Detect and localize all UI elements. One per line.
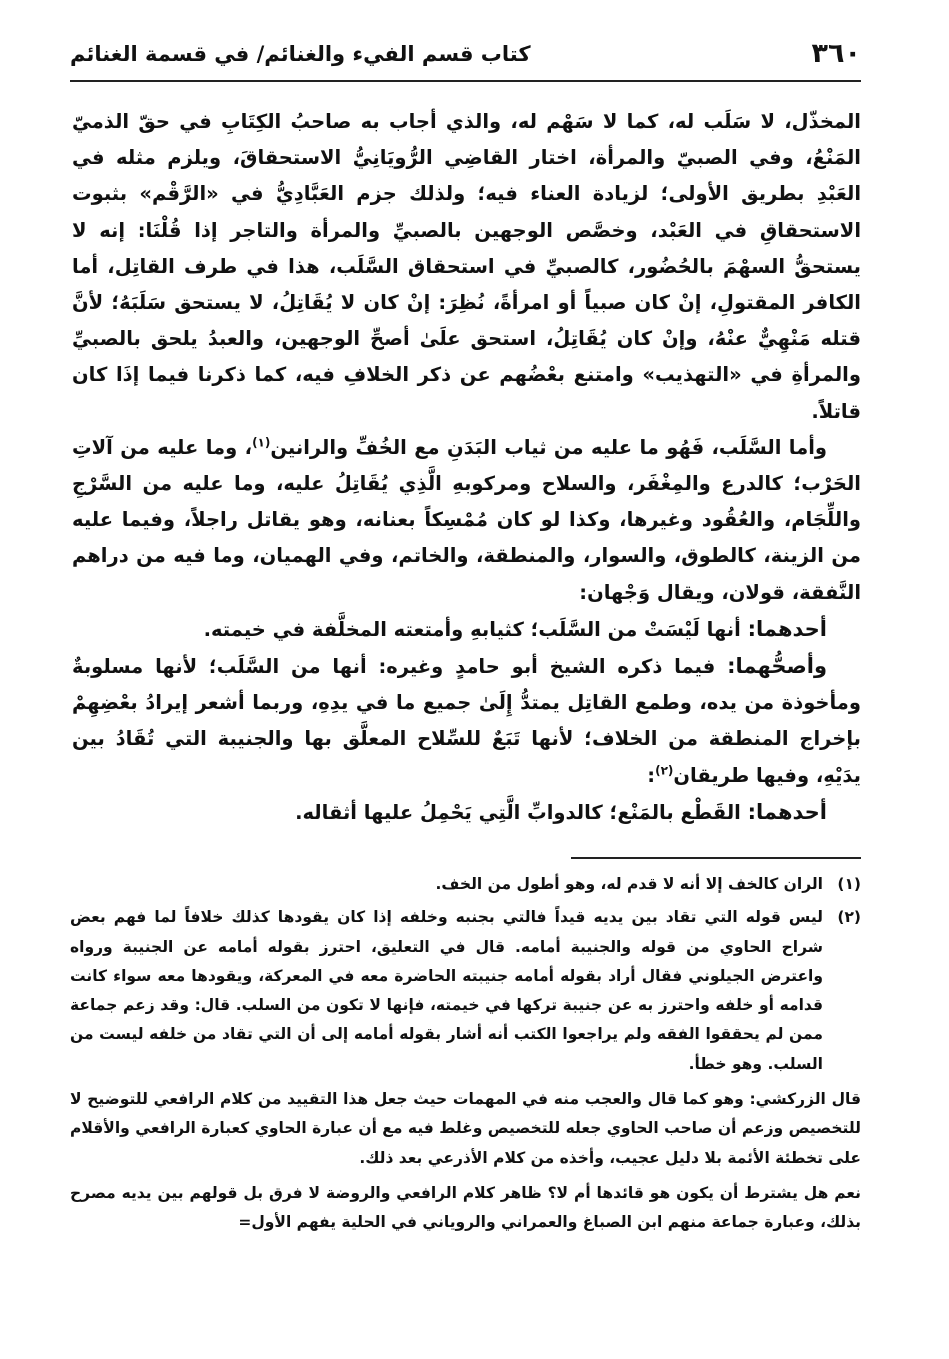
paragraph-4 [72, 648, 861, 794]
paragraph-4-lead: وأصحُّهما: [727, 654, 827, 679]
paragraph-5-text: القَطْع بالمَنْع؛ كالدوابِّ الَّتِي يَحْمِلُ عليها أثقاله. [295, 800, 748, 824]
paragraph-2-part-1: وأما السَّلَب، فَهُو ما عليه من ثياب البَدَنِ مع الخُفِّ والرانين [270, 435, 827, 459]
footnote-2-text: ليس قوله التي تقاد بين يديه قيداً فالتي بجنبه وخلفه إذا كان يقودها كذلك خلافاً لما فهم بعض شراح الحاوي من قوله والجنيبة أمامه. قال في التعليق، احترز بقوله أمامه عن الجنيبة ورواه واعترض الجيلوني فقال أراد بقوله أمامه جنيبته الحاضرة معه في المعركة، ويقودها معه سواء كانت قدامه أو خلفه واحترز به عن جنيبة تركها في خيمته، فإنها لا تكون من السلب. قال: وقد زعم جماعة ممن لم يحققوا الفقه ولم يراجعوا الكتب أنه أشار بقوله أمامه إلى أن التي تقاد من خلفه ليست من السلب. وهو خطأ. [70, 908, 823, 1073]
footnote-ref-1[interactable]: (١) [252, 435, 271, 450]
paragraph-5 [72, 794, 861, 831]
page-number: ٣٦٠ [811, 38, 861, 69]
paragraph-5-lead: أحدهما: [747, 799, 827, 824]
main-text [72, 104, 861, 831]
footnote-2-continuation-1: قال الزركشي: وهو كما قال والعجب منه في المهمات حيث جعل هذا التقييد من كلام الرافعي للتوضيح لا للتخصيص وزعم أن صاحب الحاوي جعله للتخصيص وغلط فيه مع أن عبارة الحاوي كعبارة الرافعي والأقلام على تخطئة الأئمة بلا دليل عجيب، وأخذه من كلام الأذرعي بعد ذلك. [70, 1090, 861, 1167]
paragraph-3 [72, 611, 861, 648]
paragraph-2-part-2: ، وما عليه من آلاتِ الحَرْب؛ كالدرع والمِغْفَر، والسلاح ومركوبهِ الَّذِي يُقَاتِلُ عليه، وما عليه من السَّرْجِ واللِّجَام، والعُقُود وغيرها، وكذا لو كان مُمْسِكاً بعنانه، وهو يقاتل راجلاً، وفيما عليه من الزينة، كالطوق، والسوار، والمنطقة، والخاتم، وفي الهميان، وما فيه من دراهم النَّفقة، قولان، ويقال وَجْهان: [72, 435, 861, 604]
footnote-1 [70, 870, 861, 899]
paragraph-3-lead: أحدهما: [747, 616, 827, 641]
footnote-divider [571, 857, 861, 859]
footnote-2-continuation-2: نعم هل يشترط أن يكون هو قائدها أم لا؟ ظاهر كلام الرافعي والروضة لا فرق بل قولهم بين يديه مصرح بذلك، وعبارة جماعة منهم ابن الصباغ والعمراني والروياني في الحلية يفهم الأول= [70, 1183, 861, 1232]
paragraph-4-text: فيما ذكره الشيخ أبو حامدٍ وغيره: أنها من السَّلَب؛ لأنها مسلوبةٌ ومأخوذة من يده، وطمع القاتِل يمتدُّ إِلَىٰ جميع ما في يدِهِ، وربما أشعر إيرادُ بعْضِهِمْ بإخراج المنطقة من الخلاف؛ لأنها تَبَعٌ للسِّلاح المعلَّق بها والجنيبة التي تُقَادُ بين يدَيْهِ، وفيها طريقان [72, 655, 861, 787]
paragraph-1: المخذّل، لا سَلَب له، كما لا سَهْم له، والذي أجاب به صاحبُ الكِتَابِ في حقّ الذميّ المَنْعُ، وفي الصبيّ والمرأة، اختار القاضِي الرُّويَانِيُّ الاستحقاقَ، ويلزم مثله في العَبْدِ بطريق الأولى؛ لزيادة العناء فيه؛ ولذلك جزم العَبَّادِيُّ في «الرَّقْم» بثبوت الاستحقاقِ في العَبْد، وخصَّص الوجهين بالصبيِّ والمرأة والتاجر إذا قُلْنَا: إنه لا يستحقُّ السهْمَ بالحُضُور، كالصبيِّ في استحقاق السَّلَب، هذا في طرف القاتِل، أما الكافر المقتولِ، إنْ كان صبياً أو امرأةً، نُظِرَ: إنْ كان لا يُقَاتِلُ، لا يستحق سَلَبَهُ؛ لأنَّ قتله مَنْهِيٌّ عنْهُ، وإنْ كان يُقَاتِلُ، استحق علَىٰ أصحِّ الوجهين، والعبدُ يلحق بالصبيِّ والمرأةِ في «التهذيب» وامتنع بعْضُهم عن ذكر الخلافِ فيه، كما ذكرنا فيما إذَا كان قاتلاً. [72, 110, 861, 423]
footnote-1-text: الران كالخف إلا أنه لا قدم له، وهو أطول من الخف. [435, 875, 823, 893]
footnote-1-number: (١) [837, 875, 861, 893]
running-title: كتاب قسم الفيء والغنائم/ في قسمة الغنائم [70, 42, 531, 66]
footnote-ref-2[interactable]: (٢) [655, 763, 674, 778]
paragraph-3-text: أنها لَيْسَتْ من السَّلَب؛ كثيابهِ وأمتعته المخلَّفة في خيمته. [203, 617, 748, 641]
footnotes [70, 870, 861, 1238]
footnote-2 [70, 903, 861, 1079]
paragraph-4-end: : [647, 763, 656, 787]
paragraph-2 [72, 430, 861, 611]
page-header [70, 36, 861, 82]
footnote-2-number: (٢) [837, 908, 861, 927]
